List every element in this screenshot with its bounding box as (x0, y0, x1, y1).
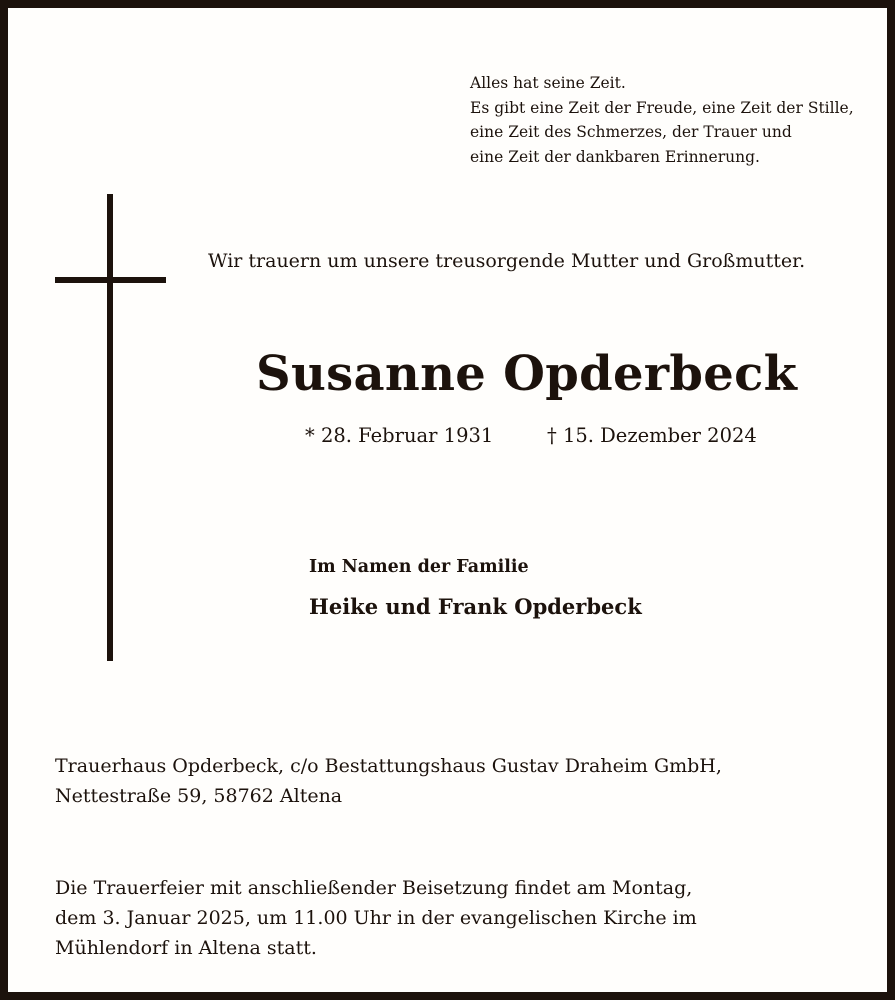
ceremony-line: Mühlendorf in Altena statt. (55, 937, 317, 959)
address-block (55, 751, 722, 811)
address-line: Trauerhaus Opderbeck, c/o Bestattungshaus Gustav Draheim GmbH, (55, 755, 722, 777)
quote-line: eine Zeit der dankbaren Erinnerung. (470, 147, 760, 166)
quote-block (470, 71, 854, 169)
ceremony-block (55, 873, 697, 963)
death-date: † 15. Dezember 2024 (547, 424, 757, 447)
ceremony-line: Die Trauerfeier mit anschließender Beisetzung findet am Montag, (55, 877, 693, 899)
cross-vertical-bar (107, 194, 113, 661)
cross-horizontal-bar (55, 277, 166, 283)
deceased-name: Susanne Opderbeck (256, 346, 798, 402)
quote-line: Es gibt eine Zeit der Freude, eine Zeit der Stille, (470, 98, 854, 117)
mourning-line: Wir trauern um unsere treusorgende Mutter und Großmutter. (208, 250, 806, 272)
ceremony-line: dem 3. Januar 2025, um 11.00 Uhr in der evangelischen Kirche im (55, 907, 697, 929)
quote-line: eine Zeit des Schmerzes, der Trauer und (470, 123, 792, 141)
family-intro: Im Namen der Familie (309, 557, 529, 577)
birth-date: * 28. Februar 1931 (305, 424, 494, 447)
address-line: Nettestraße 59, 58762 Altena (55, 785, 343, 807)
quote-line: Alles hat seine Zeit. (470, 74, 626, 92)
family-names: Heike und Frank Opderbeck (309, 594, 642, 619)
